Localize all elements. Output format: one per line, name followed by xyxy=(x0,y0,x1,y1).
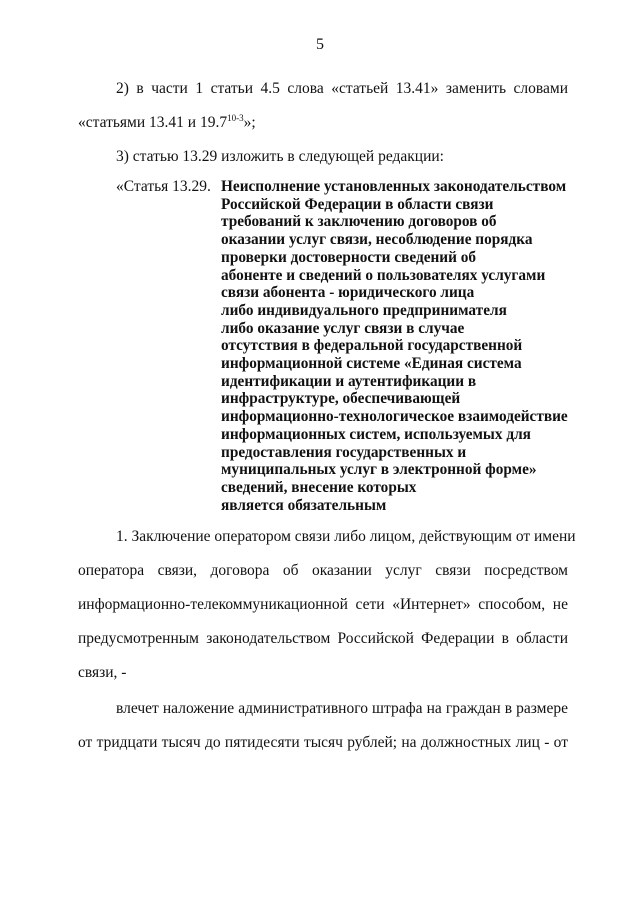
amendment-item-3-text: 3) статью 13.29 изложить в следующей редакции: xyxy=(116,148,444,165)
penalty-line: влечет наложение административного штрафа на граждан в размере xyxy=(116,700,568,717)
article-title-line: абоненте и сведений о пользователях услугами xyxy=(221,266,546,284)
amendment-item-3 xyxy=(78,140,568,174)
article-title-line: сведений, внесение которых xyxy=(221,478,417,496)
article-title-line: идентификации и аутентификации в xyxy=(221,372,477,390)
page-number: 5 xyxy=(316,36,324,53)
article-heading xyxy=(116,178,576,514)
article-title-line: проверки достоверности сведений об xyxy=(221,248,477,266)
penalty-line: от тридцати тысяч до пятидесяти тысяч рублей; на должностных лиц - от xyxy=(78,734,568,751)
part-1-line: информационно-телекоммуникационной сети «Интернет» способом, не xyxy=(78,596,568,613)
article-title-line: инфраструктуре, обеспечивающей xyxy=(221,390,461,408)
article-title-line: информационно-технологическое взаимодействие xyxy=(221,408,568,426)
article-part-1 xyxy=(78,520,576,690)
article-title-line: является обязательным xyxy=(221,496,387,514)
amendment-item-2-line-1: 2) в части 1 статьи 4.5 слова «статьей 13.41» заменить словами xyxy=(116,80,568,97)
amendment-item-2-text: «статьями 13.41 и 19.7 xyxy=(78,114,228,131)
article-title-line: либо индивидуального предпринимателя xyxy=(221,301,507,319)
article-title-line: связи абонента - юридического лица xyxy=(221,284,475,302)
amendment-item-2-line-2 xyxy=(78,106,568,140)
amendment-item-2 xyxy=(78,72,568,140)
penalty-paragraph xyxy=(78,692,568,760)
article-title-line: требований к заключению договоров об xyxy=(221,213,497,231)
article-title-line: муниципальных услуг в электронной форме» xyxy=(221,461,537,479)
article-title-line: либо оказание услуг связи в случае xyxy=(221,319,465,337)
part-1-line: 1. Заключение оператором связи либо лицом, действующим от имени xyxy=(116,528,576,545)
article-title-line: информационной системе «Единая система xyxy=(221,355,522,373)
part-1-line: предусмотренным законодательством Российской Федерации в области xyxy=(78,630,568,647)
article-title-line: Неисполнение установленных законодательством xyxy=(221,178,567,195)
article-title-line: отсутствия в федеральной государственной xyxy=(221,337,523,355)
article-title-line: оказании услуг связи, несоблюдение порядка xyxy=(221,231,533,249)
part-1-line: связи, - xyxy=(78,664,127,681)
part-1-line: оператора связи, договора об оказании услуг связи посредством xyxy=(78,562,568,579)
article-title-line: Российской Федерации в области связи xyxy=(221,195,494,213)
amendment-item-2-superscript: 10-3 xyxy=(227,112,244,123)
article-title xyxy=(221,178,576,514)
article-title-line: информационных систем, используемых для xyxy=(221,425,531,443)
amendment-item-2-closing: »; xyxy=(243,114,256,131)
article-label: «Статья 13.29. xyxy=(116,178,211,195)
article-title-line: предоставления государственных и xyxy=(221,443,467,461)
